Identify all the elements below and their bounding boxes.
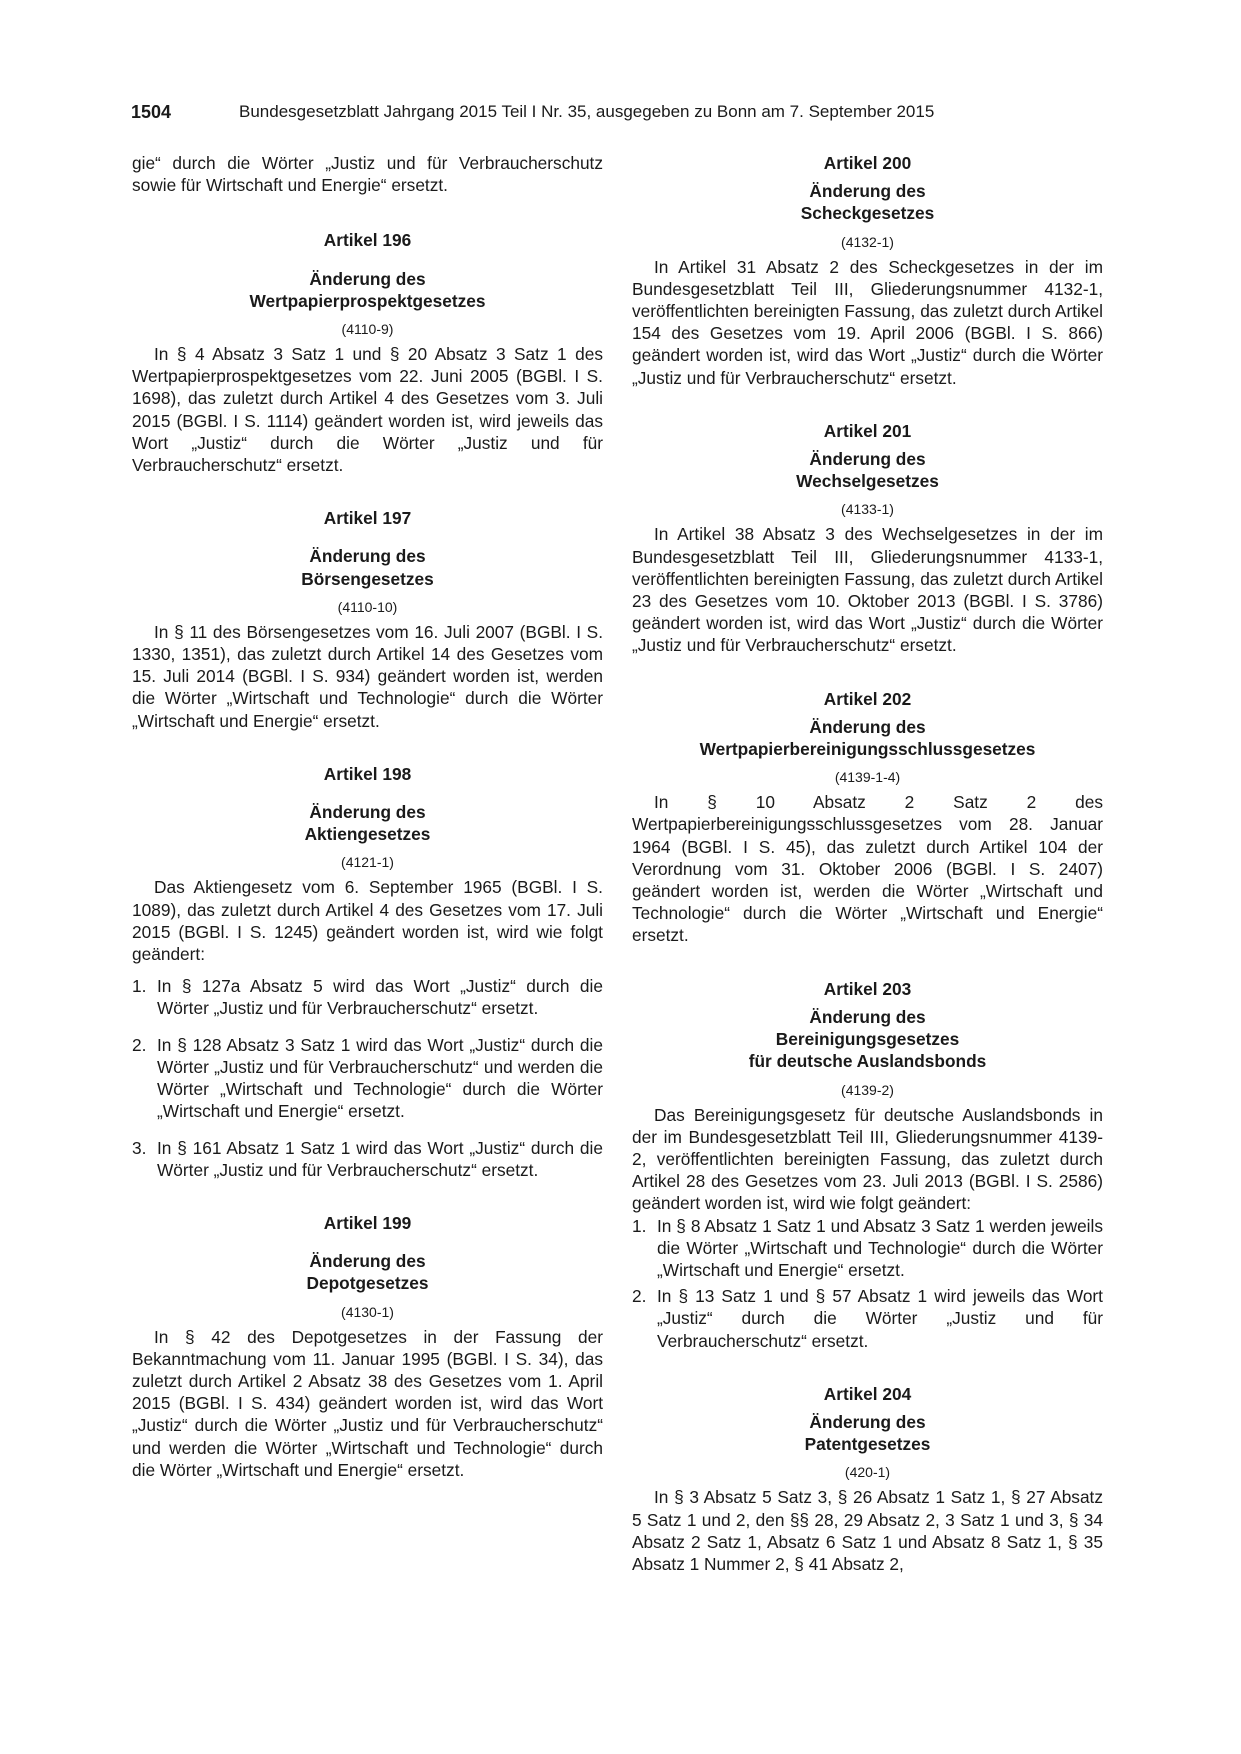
article-number: Artikel 204 <box>823 1383 912 1404</box>
article-text: In § 3 Absatz 5 Satz 3, § 26 Absatz 1 Satz 1, § 27 Absatz 5 Satz 1 und 2, den §§ 28, 29 Absatz 2, 3 Satz 1 und 3, § 34 Absatz 2 Satz 1, Absatz 6 Satz 1 und Absatz 8 Satz 1, § 35 Absatz 1 Nummer 2, § 41 Absatz 2, <box>632 1487 1103 1574</box>
item-text: In § 127a Absatz 5 wird das Wort „Justiz“ durch die Wörter „Justiz und für Verbraucherschutz“ ersetzt. <box>157 976 603 1019</box>
article-text: In § 4 Absatz 3 Satz 1 und § 20 Absatz 3 Satz 1 des Wertpapierprospektgesetzes vom 22. Juni 2005 (BGBl. I S. 1698), das zuletzt durch Artikel 4 des Gesetzes vom 3. Juli 2015 (BGBl. I S. 1114) geändert worden ist, wird jeweils das Wort „Justiz“ durch die Wörter „Justiz und für Verbraucherschutz“ ersetzt. <box>132 344 603 476</box>
fna-number: (420-1) <box>844 1464 891 1481</box>
article-title-line: Änderung des <box>309 546 426 567</box>
article-text: Das Aktiengesetz vom 6. September 1965 (BGBl. I S. 1089), das zuletzt durch Artikel 4 des Gesetzes vom 17. Juli 2015 (BGBl. I S. 1245) geändert worden ist, wird wie folgt geändert: <box>132 877 603 965</box>
article-title-line: Änderung des <box>309 1251 426 1272</box>
article-text: In § 11 des Börsengesetzes vom 16. Juli 2007 (BGBl. I S. 1330, 1351), das zuletzt durch Artikel 14 des Gesetzes vom 15. Juli 2014 (BGBl. I S. 934) geändert worden ist, werden die Wörter „Wirtschaft und Technologie“ durch die Wörter „Wirtschaft und Energie“ ersetzt. <box>132 621 603 731</box>
article-title-line: Änderung des <box>809 1006 926 1027</box>
list-item <box>132 975 603 1019</box>
list-item <box>132 1034 603 1123</box>
article-199 <box>132 1212 603 1481</box>
article-title <box>632 180 1103 224</box>
article-title <box>132 1250 603 1294</box>
list-item <box>632 1285 1103 1352</box>
article-number: Artikel 198 <box>323 763 412 784</box>
item-text: In § 128 Absatz 3 Satz 1 wird das Wort „Justiz“ durch die Wörter „Justiz und für Verbraucherschutz“ und werden die Wörter „Wirtschaft und Technologie“ durch die Wörter „Wirtschaft und Energie“ ersetzt. <box>157 1034 603 1122</box>
article-title-line: Wertpapierbereinigungsschlussgesetzes <box>699 739 1036 760</box>
article-number: Artikel 202 <box>823 688 912 709</box>
article-198 <box>132 763 603 1181</box>
item-text: In § 161 Absatz 1 Satz 1 wird das Wort „Justiz“ durch die Wörter „Justiz und für Verbraucherschutz“ ersetzt. <box>157 1137 603 1180</box>
item-number: 2. <box>132 1034 147 1055</box>
amendment-list <box>132 975 603 1181</box>
article-title <box>132 545 603 589</box>
article-title-line: Änderung des <box>309 802 426 823</box>
article-200 <box>632 152 1103 389</box>
article-title-line: Wechselgesetzes <box>796 471 939 492</box>
fna-number: (4110-9) <box>341 321 394 338</box>
article-title <box>632 1411 1103 1455</box>
article-197 <box>132 507 603 732</box>
continuation-text: gie“ durch die Wörter „Justiz und für Verbraucherschutz sowie für Wirtschaft und Energie“ ersetzt. <box>132 153 603 196</box>
page-number: 1504 <box>131 102 172 122</box>
article-title-line: für deutsche Auslandsbonds <box>748 1051 987 1072</box>
article-number: Artikel 201 <box>823 420 912 441</box>
article-title-line: Depotgesetzes <box>306 1273 429 1294</box>
article-196 <box>132 229 603 476</box>
article-text: In § 42 des Depotgesetzes in der Fassung der Bekanntmachung vom 11. Januar 1995 (BGBl. I S. 34), das zuletzt durch Artikel 2 Absatz 38 des Gesetzes vom 1. April 2015 (BGBl. I S. 434) geändert worden ist, wird das Wort „Justiz“ durch die Wörter „Justiz und für Verbraucherschutz“ und werden die Wörter „Wirtschaft und Technologie“ durch die Wörter „Wirtschaft und Energie“ ersetzt. <box>132 1326 603 1480</box>
article-title <box>132 268 603 312</box>
left-column <box>132 152 603 1512</box>
article-number: Artikel 197 <box>323 508 412 529</box>
item-text: In § 13 Satz 1 und § 57 Absatz 1 wird jeweils das Wort „Justiz“ durch die Wörter „Justiz und für Verbraucherschutz“ ersetzt. <box>657 1286 1103 1351</box>
article-title <box>632 716 1103 760</box>
fna-number: (4130-1) <box>341 1303 394 1320</box>
item-text: In § 8 Absatz 1 Satz 1 und Absatz 3 Satz 1 werden jeweils die Wörter „Wirtschaft und Technologie“ durch die Wörter „Wirtschaft und Energie“ ersetzt. <box>657 1215 1103 1280</box>
article-title <box>132 801 603 845</box>
article-title <box>632 448 1103 492</box>
article-203 <box>632 978 1103 1352</box>
article-202 <box>632 688 1103 947</box>
article-title-line: Aktiengesetzes <box>304 824 431 845</box>
right-column <box>632 152 1103 1606</box>
article-text: In Artikel 31 Absatz 2 des Scheckgesetzes in der im Bundesgesetzblatt Teil III, Gliederungsnummer 4132-1, veröffentlichten bereinigten Fassung, das zuletzt durch Artikel 154 des Gesetzes vom 19. April 2006 (BGBl. I S. 866) geändert worden ist, wird das Wort „Justiz“ durch die Wörter „Justiz und für Verbraucherschutz“ ersetzt. <box>632 256 1103 388</box>
article-text: In § 10 Absatz 2 Satz 2 des Wertpapierbereinigungsschlussgesetzes vom 28. Januar 1964 (BGBl. I S. 45), das zuletzt durch Artikel 104 der Verordnung vom 31. Oktober 2006 (BGBl. I S. 2407) geändert worden ist, werden die Wörter „Wirtschaft und Technologie“ durch die Wörter „Wirtschaft und Energie“ ersetzt. <box>632 792 1103 946</box>
list-item <box>132 1137 603 1181</box>
fna-number: (4139-2) <box>841 1081 894 1098</box>
page-header <box>131 101 1104 124</box>
fna-number: (4121-1) <box>341 854 394 871</box>
running-title: Bundesgesetzblatt Jahrgang 2015 Teil I Nr. 35, ausgegeben zu Bonn am 7. September 2015 <box>239 102 935 121</box>
item-number: 3. <box>132 1137 147 1158</box>
article-number: Artikel 196 <box>323 230 412 251</box>
article-204 <box>632 1383 1103 1575</box>
item-number: 1. <box>132 976 147 997</box>
article-text: Das Bereinigungsgesetz für deutsche Auslandsbonds in der im Bundesgesetzblatt Teil III, Gliederungsnummer 4139-2, veröffentlichten bereinigten Fassung, das zuletzt durch Artikel 28 des Gesetzes vom 23. Juli 2013 (BGBl. I S. 2586) geändert worden ist, wird wie folgt geändert: <box>632 1104 1103 1214</box>
article-title-line: Patentgesetzes <box>804 1434 931 1455</box>
fna-number: (4132-1) <box>841 233 894 250</box>
article-201 <box>632 420 1103 657</box>
article-title <box>632 1006 1103 1073</box>
article-title-line: Änderung des <box>809 716 926 737</box>
article-title-line: Wertpapierprospektgesetzes <box>249 290 486 311</box>
article-text: In Artikel 38 Absatz 3 des Wechselgesetzes in der im Bundesgesetzblatt Teil III, Gliederungsnummer 4133-1, veröffentlichten bereinigten Fassung, das zuletzt durch Artikel 23 des Gesetzes vom 10. Oktober 2013 (BGBl. I S. 3786) geändert worden ist, wird das Wort „Justiz“ durch die Wörter „Justiz und für Verbraucherschutz“ ersetzt. <box>632 524 1103 656</box>
fna-number: (4133-1) <box>841 501 894 518</box>
article-title-line: Scheckgesetzes <box>800 203 935 224</box>
article-title-line: Bereinigungsgesetzes <box>775 1029 960 1050</box>
article-title-line: Änderung des <box>309 268 426 289</box>
amendment-list <box>632 1215 1103 1352</box>
article-title-line: Änderung des <box>809 1411 926 1432</box>
item-number: 2. <box>632 1286 647 1307</box>
article-number: Artikel 203 <box>823 978 912 999</box>
fna-number: (4139-1-4) <box>834 769 901 786</box>
list-item <box>632 1215 1103 1282</box>
article-title-line: Börsengesetzes <box>301 568 434 589</box>
fna-number: (4110-10) <box>337 598 398 615</box>
article-number: Artikel 200 <box>823 153 912 173</box>
article-title-line: Änderung des <box>809 181 926 202</box>
article-title-line: Änderung des <box>809 449 926 470</box>
article-number: Artikel 199 <box>323 1212 412 1233</box>
item-number: 1. <box>632 1215 647 1236</box>
